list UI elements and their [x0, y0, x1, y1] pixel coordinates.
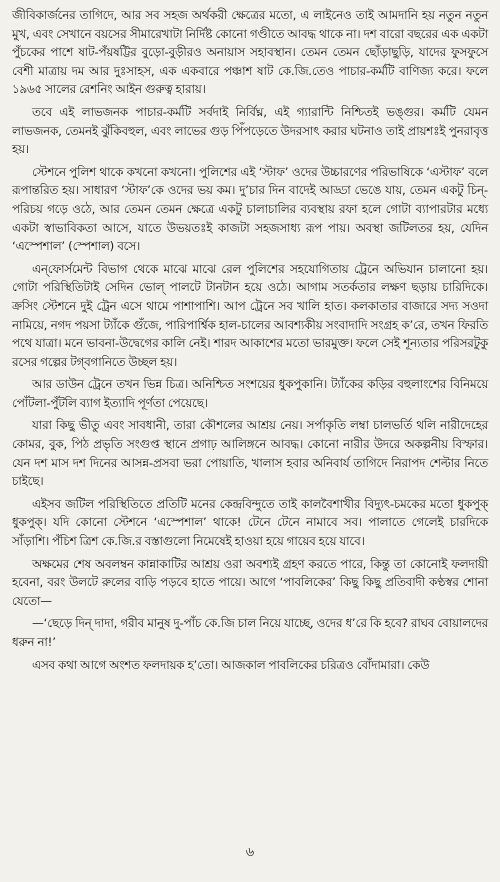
paragraph-8: অক্ষমের শেষ অবলম্বন কান্নাকাটির আশ্রয় ওরা অবশ্যই গ্রহণ করতে পারে, কিন্তু তা কোনোই ফলদায়ী হবেনা, বরং উলটে রুলের বাড়ি পড়বে হাতে পায়ে। আগে ‘পাবলিকের’ কিছু কিছু প্রতিবাদী কণ্ঠস্বর শোনা যেতো—: [12, 556, 488, 608]
paragraph-10: এসব কথা আগে অংশত ফলদায়ক হ’তো। আজকাল পাবলিকের চরিত্রও বোঁদামারা। কেউ: [32, 657, 430, 672]
paragraph-4: এন্‌ফোর্সমেন্ট বিভাগ থেকে মাঝে মাঝে রেল পুলিশের সহযোগিতায় ট্রেনে অভিযান চালানো হয়। গোটা পরিস্থিতিটাই সেদিন ভোল্ পালটে টানটান হয়ে ওঠে। আগাম সতর্কতার লক্ষণ ছড়ায় চারিদিকে। ক্রসিং স্টেশনে দুই ট্রেন এসে থামে পাশাপাশি। আপ ট্রেনে সব খালি হাত। কলকাতার বাজারে সদ্য সওদা নামিয়ে, নগদ পয়সা ট্যাঁকে গুঁজে, পারিপার্শ্বিক হাল-চালের আবশ্যকীয় সংবাদাদি সংগ্রহ ক’রে, তখন ফিরতি পথে যাত্রা। মনে ভাবনা-উদ্বেগের কালি নেই। শারদ আকাশের মতো ভারমুক্ত। ফলে সেই শূন্যতার পরিসরটুকু রসের গল্পের টগ্‌বগানিতে উচ্ছল হয়।: [12, 261, 488, 369]
paragraph-6: যারা কিছু ভীতু এবং সাবধানী, তারা কৌশলের আশ্রয় নেয়। সর্পাকৃতি লম্বা চালভর্তি থলি নারীদেহের কোমর, বুক, পিঠ প্রভৃতি সংগুপ্ত স্থানে প্রগাঢ় আলিঙ্গনে আবদ্ধ। কোনো নারীর উদরে অকল্পনীয় বিস্ফার। যেন দশ মাস দশ দিনের আসন্ন-প্রসবা ভরা পোয়াতি, খালাস হবার অনিবার্য তাগিদে নিরাপদ শেল্টার নিতে চাইছে।: [12, 418, 488, 489]
paragraph-5: আর ডাউন ট্রেনে তখন ভিন্ন চিত্র। অনিশ্চিত সংশয়ের ধুকপুকানি। ট্যাঁকের কড়ির বহুলাংশের বিনিময়ে পোঁটলা-পুঁটলি ব্যাগ ইত্যাদি পূর্ণতা পেয়েছে।: [12, 377, 488, 410]
paragraph-1: জীবিকার্জনের তাগিদে, আর সব সহজ অর্থকরী ক্ষেত্রের মতো, এ লাইনেও তাই আমদানি হয় নতুন নতুন মুখ, এবং সেখানে বয়সের সীমারেখাটা নির্দিষ্ট কোনো গণ্ডীতে আবদ্ধ থাকে না। দশ বারো বছরের এক একটা পুঁচকের পাশে ষাট-পঁয়ষট্টির বুড়ো-বুড়ীরও অনায়াস সহাবস্থান। তেমন তেমন ছোঁড়াছুড়ি, যাদের ফুসফুসে বেশী মাত্রায় দম আর দুঃসাহস, এক একবারে পঞ্চাশ ষাট কে.জি.তেও পাচার-কর্মটি বাণিজ্য করে। ফলে ১৯৬৫ সালের রেশনিং আইন গুরুত্ব হারায়।: [12, 8, 488, 97]
paragraph-2: তবে এই লাভজনক পাচার-কর্মটি সর্বদাই নির্বিঘ্ন, এই গ্যারান্টি নিশ্চিতই ভঙ্গুর। কর্মটি যেমন লাভজনক, তেমনই ঝুঁকিবহুল, এবং লাভের গুড় পিঁপড়েতে উদরসাৎ করার ঘটনাও তাই প্রায়শঃই পুনরাবৃত্ত হয়।: [12, 104, 488, 157]
page-number: ৬: [245, 845, 255, 860]
paragraph-7: এইসব জটিল পরিস্থিতিতে প্রতিটি মনের কেন্দ্রবিন্দুতে তাই কালবৈশাখীর বিদ্যুৎ-চমকের মতো ধুকপুক্ ধুকপুক্। যদি কোনো স্টেশনে ‘এস্পেশাল’ থাকে! টেনে টেনে নামাবে সব। পালাতে গেলেই চারদিকে সাঁড়াশি। পঁচিশ ত্রিশ কে.জি.র বস্তাগুলো নিমেষেই হাওয়া হয়ে গায়েব হয়ে যাবে।: [12, 496, 488, 549]
quote-paragraph: —‘ছেড়ে দিন্ দাদা, গরীব মানুষ দু-পাঁচ কে.জি চাল নিয়ে যাচ্ছে, ওদের ধ’রে কি হবে? রাঘব বোয়ালদের ধরুন না!’: [12, 616, 488, 649]
paragraph-3: স্টেশনে পুলিশ থাকে কখনো কখনো। পুলিশের এই ‘স্টাফ’ ওদের উচ্চারণের পরিভাষিকে ‘এস্টাফ’ বলে রূপান্তরিত হয়। সাধারণ ‘স্টাফ’কে ওদের ভয় কম। দু’চার দিন বাদেই আড্ডা ভেঙে যায়, তেমন একটু চিন্-পরিচয় গড়ে ওঠে, আর তেমন তেমন ক্ষেত্রে একটু চালাচালির ব্যবস্থায় রফা হলে গোটা ব্যাপারটার মধ্যে একটা স্বাভাবিকতা আসে, যাতে উভয়তঃই কাজটা সহজসাধ্য রূপ পায়। অবস্থা জটিলতর হয়, যেদিন ‘এস্পেশাল’ (স্পেশাল) বসে।: [12, 164, 488, 254]
